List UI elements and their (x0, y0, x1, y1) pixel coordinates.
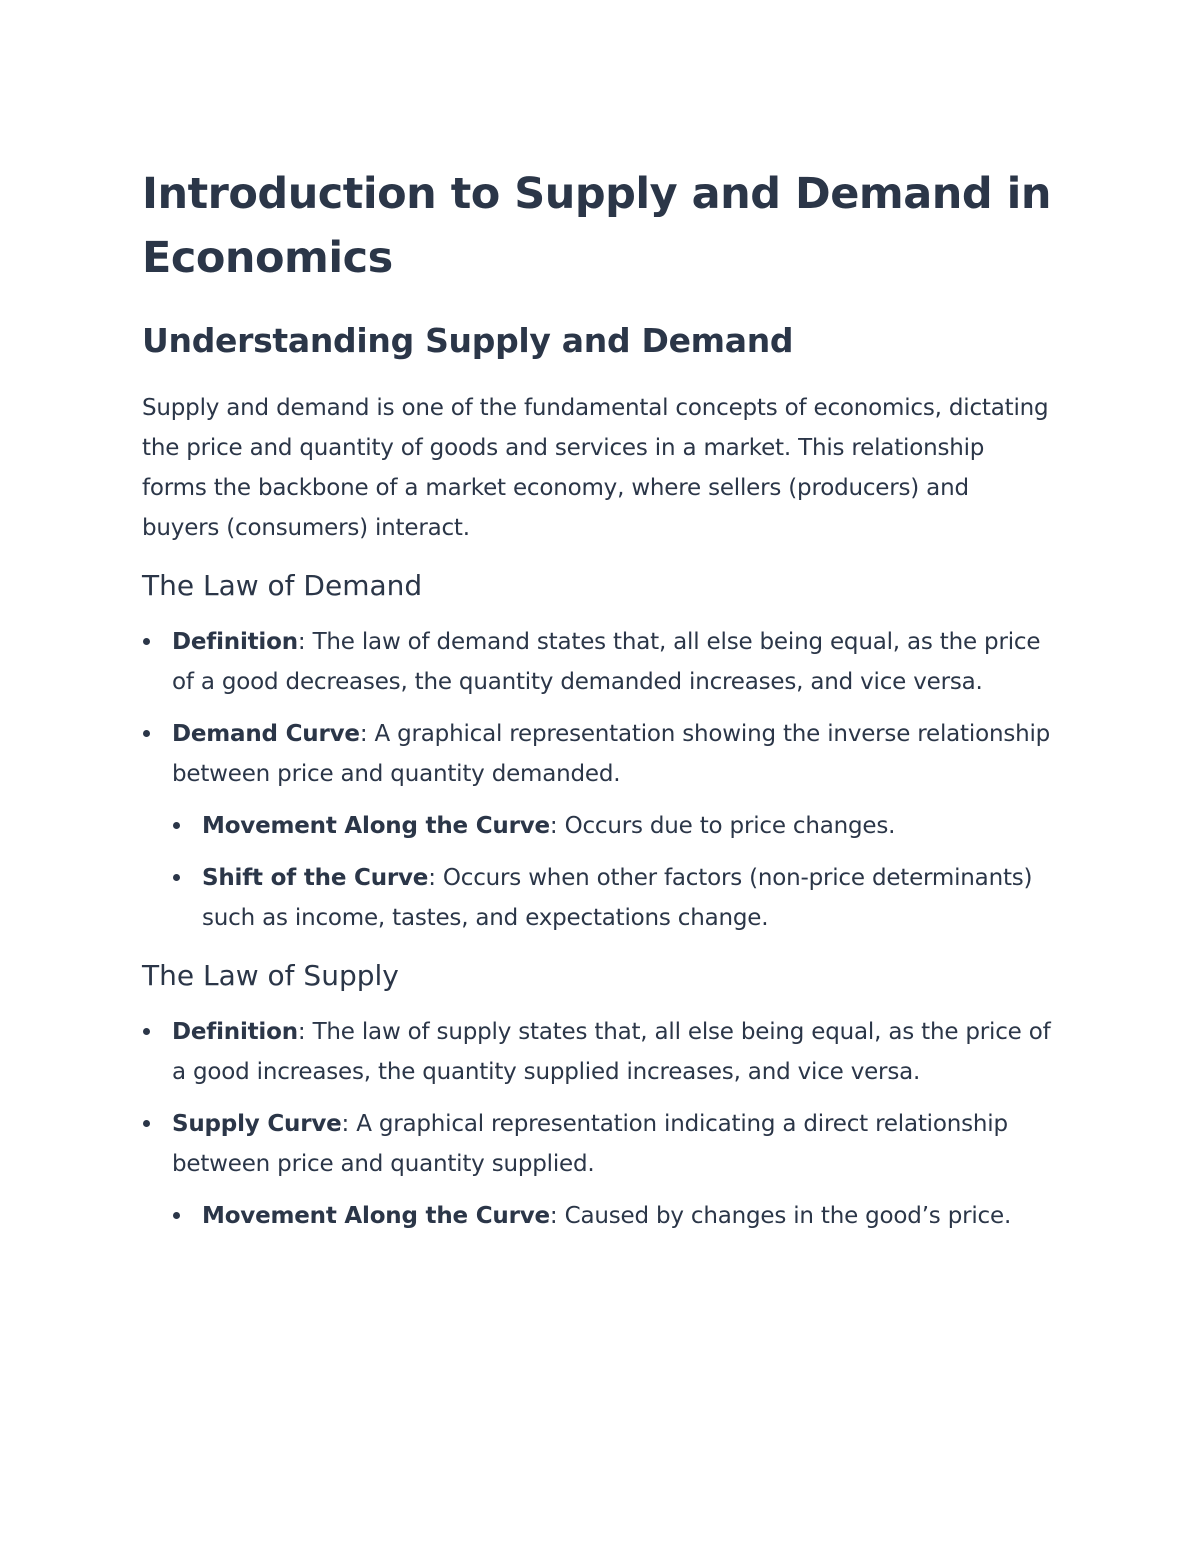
term-description: : Occurs when other factors (non-price determinants) such as income, tastes, and expectations change. (202, 865, 1033, 931)
bullet-icon (173, 1212, 180, 1219)
term-label: Supply Curve (172, 1111, 342, 1137)
supply-curve-sublist (172, 1196, 1052, 1236)
term-description: : A graphical representation indicating a direct relationship between price and quantity supplied. (172, 1111, 1008, 1177)
bullet-icon (143, 1028, 150, 1035)
intro-paragraph: Supply and demand is one of the fundamental concepts of economics, dictating the price and quantity of goods and services in a market. This relationship forms the backbone of a market economy, where sellers (producers) and buyers (consumers) interact. (142, 395, 1049, 541)
demand-list (142, 622, 1052, 938)
document-page (142, 162, 1052, 1254)
term-label: Movement Along the Curve (202, 1203, 550, 1229)
term-label: Definition (172, 1019, 298, 1045)
term-label: Demand Curve (172, 721, 360, 747)
list-item (142, 1012, 1052, 1092)
term-label: Definition (172, 629, 298, 655)
demand-curve-sublist (172, 806, 1052, 938)
law-of-supply-heading: The Law of Supply (142, 959, 399, 992)
term-label: Movement Along the Curve (202, 813, 550, 839)
page-title: Introduction to Supply and Demand in Economics (142, 169, 1051, 283)
supply-list (142, 1012, 1052, 1236)
list-item (172, 1196, 1052, 1236)
law-of-demand-heading: The Law of Demand (142, 569, 423, 602)
list-item (172, 806, 1052, 846)
list-item (142, 1104, 1052, 1236)
term-description: : Caused by changes in the good’s price. (549, 1203, 1012, 1229)
term-description: : The law of demand states that, all else being equal, as the price of a good decreases, the quantity demanded increases, and vice versa. (172, 629, 1041, 695)
list-item (172, 858, 1052, 938)
term-description: : The law of supply states that, all else being equal, as the price of a good increases, the quantity supplied increases, and vice versa. (172, 1019, 1051, 1085)
term-label: Shift of the Curve (202, 865, 429, 891)
term-description: : Occurs due to price changes. (549, 813, 896, 839)
bullet-icon (173, 822, 180, 829)
bullet-icon (173, 874, 180, 881)
list-item (142, 622, 1052, 702)
term-description: : A graphical representation showing the inverse relationship between price and quantity demanded. (172, 721, 1051, 787)
bullet-icon (143, 1120, 150, 1127)
list-item (142, 714, 1052, 938)
section-title: Understanding Supply and Demand (142, 321, 794, 360)
bullet-icon (143, 638, 150, 645)
bullet-icon (143, 730, 150, 737)
